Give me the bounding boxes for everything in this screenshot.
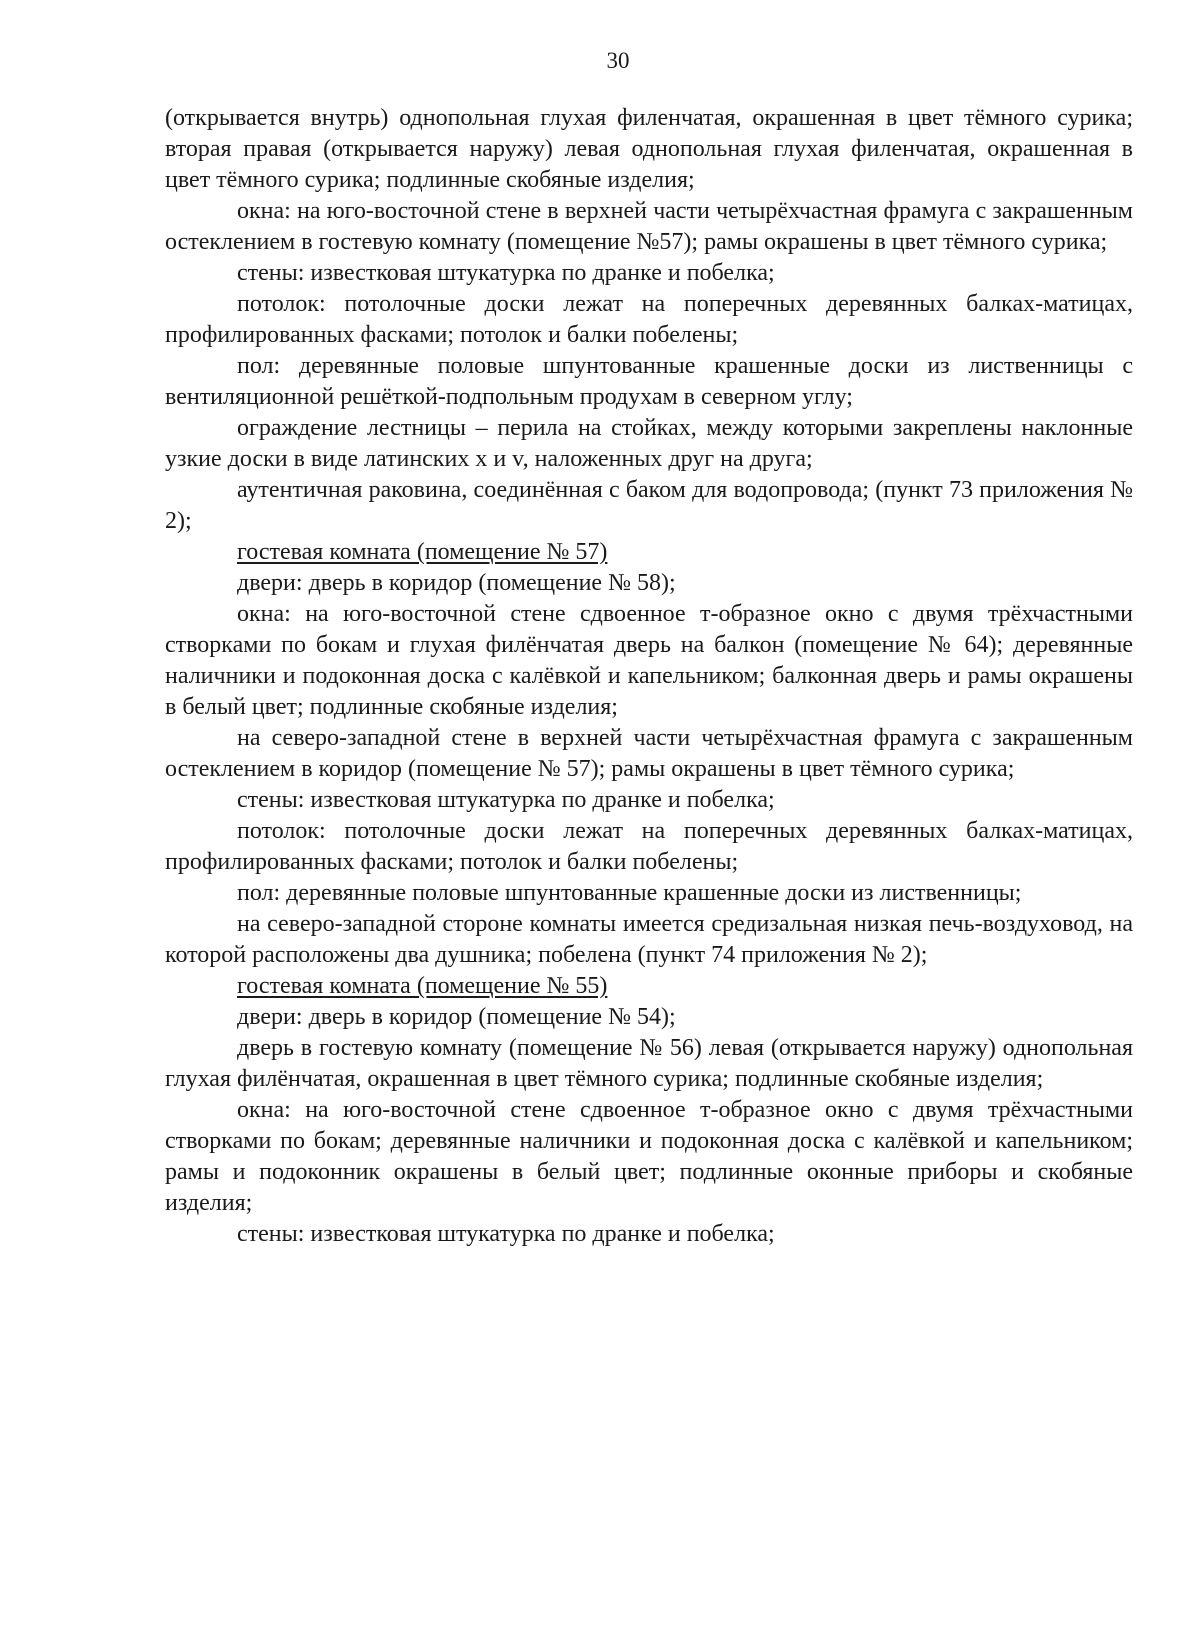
paragraph: окна: на юго-восточной стене сдвоенное т-образное окно с двумя трёхчастными створками по бокам; деревянные наличники и подоконная доска с калёвкой и капельником; рамы и подоконник окрашены в белый цвет; подлинные оконные приборы и скобяные изделия; bbox=[165, 1097, 1133, 1216]
paragraph: аутентичная раковина, соединённая с баком для водопровода; (пункт 73 приложения № 2); bbox=[165, 477, 1133, 534]
section-heading bbox=[165, 537, 1133, 568]
section-heading bbox=[165, 971, 1133, 1002]
section-heading-text: гостевая комната (помещение № 55) bbox=[237, 973, 608, 999]
paragraph: дверь в гостевую комнату (помещение № 56) левая (открывается наружу) однопольная глухая филёнчатая, окрашенная в цвет тёмного сурика; подлинные скобяные изделия; bbox=[165, 1035, 1133, 1092]
paragraph: стены: известковая штукатурка по дранке и побелка; bbox=[237, 787, 775, 813]
page-number: 30 bbox=[606, 48, 630, 73]
paragraph: стены: известковая штукатурка по дранке и побелка; bbox=[237, 1221, 775, 1247]
paragraph: (открывается внутрь) однопольная глухая филенчатая, окрашенная в цвет тёмного сурика; вторая правая (открывается наружу) левая однопольная глухая филенчатая, окрашенная в цвет тёмного сурика; подлинные скобяные изделия; bbox=[165, 105, 1133, 193]
paragraph: ограждение лестницы – перила на стойках, между которыми закреплены наклонные узкие доски в виде латинских x и v, наложенных друг на друга; bbox=[165, 415, 1133, 472]
paragraph: потолок: потолочные доски лежат на поперечных деревянных балках-матицах, профилированных фасками; потолок и балки побелены; bbox=[165, 291, 1133, 348]
document-body bbox=[165, 103, 1133, 1250]
paragraph: двери: дверь в коридор (помещение № 58); bbox=[237, 570, 676, 596]
paragraph: окна: на юго-восточной стене сдвоенное т-образное окно с двумя трёхчастными створками по бокам и глухая филёнчатая дверь на балкон (помещение № 64); деревянные наличники и подоконная доска с калёвкой и капельником; балконная дверь и рамы окрашены в белый цвет; подлинные скобяные изделия; bbox=[165, 601, 1133, 720]
paragraph: окна: на юго-восточной стене в верхней части четырёхчастная фрамуга с закрашенным остеклением в гостевую комнату (помещение №57); рамы окрашены в цвет тёмного сурика; bbox=[165, 198, 1133, 255]
paragraph: стены: известковая штукатурка по дранке и побелка; bbox=[237, 260, 775, 286]
paragraph: пол: деревянные половые шпунтованные крашенные доски из лиственницы с вентиляционной решёткой-подпольным продухам в северном углу; bbox=[165, 353, 1133, 410]
paragraph: на северо-западной стене в верхней части четырёхчастная фрамуга с закрашенным остеклением в коридор (помещение № 57); рамы окрашены в цвет тёмного сурика; bbox=[165, 725, 1133, 782]
paragraph: пол: деревянные половые шпунтованные крашенные доски из лиственницы; bbox=[237, 880, 1022, 906]
paragraph: на северо-западной стороне комнаты имеется средизальная низкая печь-воздуховод, на которой расположены два душника; побелена (пункт 74 приложения № 2); bbox=[165, 911, 1133, 968]
section-heading-text: гостевая комната (помещение № 57) bbox=[237, 539, 608, 565]
paragraph: потолок: потолочные доски лежат на поперечных деревянных балках-матицах, профилированных фасками; потолок и балки побелены; bbox=[165, 818, 1133, 875]
paragraph: двери: дверь в коридор (помещение № 54); bbox=[237, 1004, 676, 1030]
